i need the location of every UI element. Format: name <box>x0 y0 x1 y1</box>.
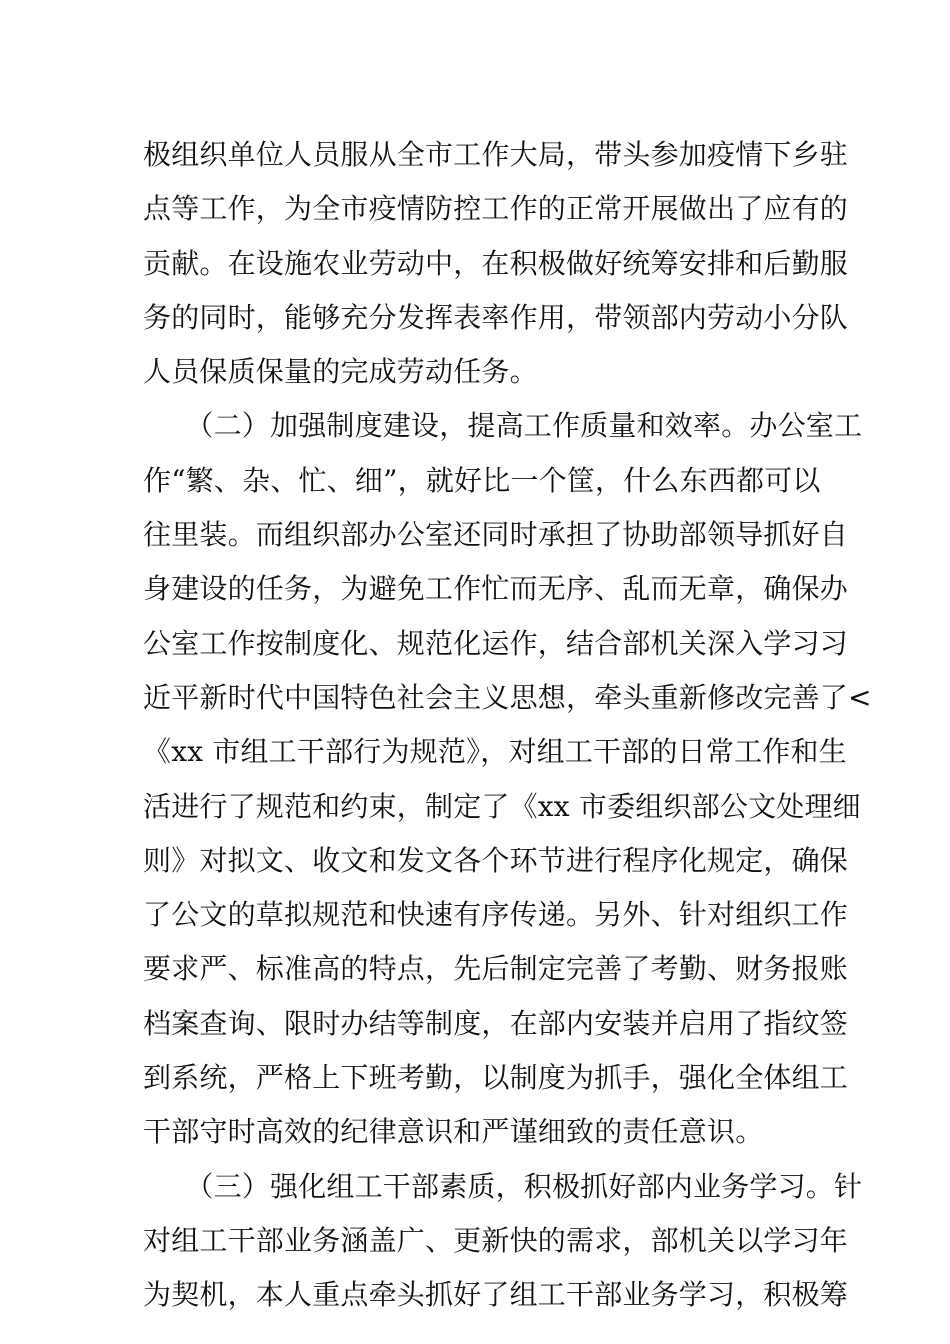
text-line: 档案查询、限时办结等制度，在部内安装并启用了指纹签 <box>143 1006 849 1040</box>
paragraph-1 <box>143 128 849 399</box>
text-line: 贡献。在设施农业劳动中，在积极做好统筹安排和后勤服 <box>143 246 849 280</box>
text-line: 干部守时高效的纪律意识和严谨细致的责任意识。 <box>143 1115 764 1149</box>
text-line: 人员保质保量的完成劳动任务。 <box>143 355 538 389</box>
text-line: 公室工作按制度化、规范化运作，结合部机关深入学习习 <box>143 626 849 660</box>
text-line: 了公文的草拟规范和快速有序传递。另外、针对组织工作 <box>143 898 849 932</box>
text-line: 身建设的任务，为避免工作忙而无序、乱而无章，确保办 <box>143 572 849 606</box>
document-body <box>143 128 872 1323</box>
text-line: （二）加强制度建设，提高工作质量和效率。办公室工 <box>143 409 863 443</box>
text-line: 极组织单位人员服从全市工作大局，带头参加疫情下乡驻 <box>143 138 849 171</box>
text-line: 近平新时代中国特色社会主义思想，牵头重新修改完善了< <box>143 680 872 714</box>
text-line: 点等工作，为全市疫情防控工作的正常开展做出了应有的 <box>143 192 849 226</box>
paragraph-2 <box>143 399 872 1159</box>
text-line: 为契机，本人重点牵头抓好了组工干部业务学习，积极筹 <box>143 1278 849 1312</box>
text-line: 则》对拟文、收文和发文各个环节进行程序化规定，确保 <box>143 843 849 877</box>
text-line: 作“繁、杂、忙、细”，就好比一个筐，什么东西都可以 <box>143 463 821 497</box>
text-line: 务的同时，能够充分发挥表率作用，带领部内劳动小分队 <box>143 300 849 334</box>
text-line: 活进行了规范和约束，制定了《xx 市委组织部公文处理细 <box>143 789 861 823</box>
text-line: 要求严、标准高的特点，先后制定完善了考勤、财务报账 <box>143 952 849 986</box>
paragraph-3 <box>143 1160 863 1323</box>
text-line: 《xx 市组工干部行为规范》，对组工干部的日常工作和生 <box>143 735 847 769</box>
text-line: 对组工干部业务涵盖广、更新快的需求，部机关以学习年 <box>143 1223 849 1257</box>
text-line: （三）强化组工干部素质，积极抓好部内业务学习。针 <box>143 1169 863 1203</box>
text-line: 到系统，严格上下班考勤，以制度为抓手，强化全体组工 <box>143 1061 849 1095</box>
text-line: 往里装。而组织部办公室还同时承担了协助部领导抓好自 <box>143 518 849 552</box>
